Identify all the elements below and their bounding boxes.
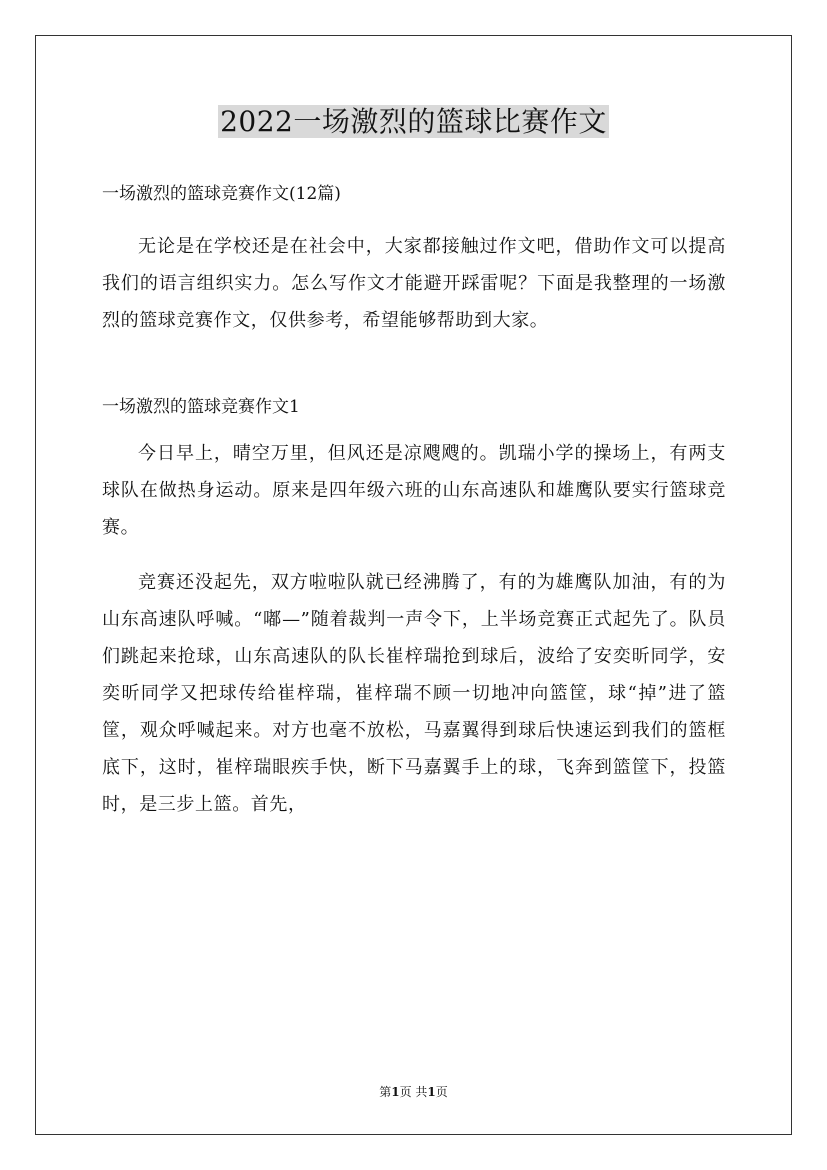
spacer [102,210,726,228]
page-prefix: 第 [379,1085,392,1099]
spacer [102,339,726,391]
page-suffix: 页 [435,1085,448,1099]
body-paragraph-2: 竞赛还没起先，双方啦啦队就已经沸腾了，有的为雄鹰队加油，有的为山东高速队呼喊。“嘟—”随着裁判一声令下，上半场竞赛正式起先了。队员们跳起来抢球，山东高速队的队长崔梓瑞抢到球后，波给了安奕昕同学，安奕昕同学又把球传给崔梓瑞，崔梓瑞不顾一切地冲向篮筐，球“掉”进了篮筐，观众呼喊起来。对方也毫不放松，马嘉翼得到球后快速运到我们的篮框底下，这时，崔梓瑞眼疾手快，断下马嘉翼手上的球，飞奔到篮筐下，投篮时，是三步上篮。首先， [102,572,726,815]
total-page-number: 1 [427,1085,436,1099]
document-subtitle: 一场激烈的篮球竞赛作文(12篇) [102,184,341,204]
page-mid: 页 共 [399,1085,428,1099]
document-title [0,102,827,142]
section-heading: 一场激烈的篮球竞赛作文1 [102,397,300,417]
body-paragraph-1: 今日早上，晴空万里，但风还是凉飕飕的。凯瑞小学的操场上，有两支球队在做热身运动。原来是四年级六班的山东高速队和雄鹰队要实行篮球竞赛。 [102,443,726,538]
spacer [102,546,726,564]
title-text: 2022一场激烈的篮球比赛作文 [220,105,607,138]
current-page-number: 1 [391,1085,400,1099]
document-body [102,178,726,823]
intro-paragraph: 无论是在学校还是在社会中，大家都接触过作文吧，借助作文可以提高我们的语言组织实力。怎么写作文才能避开踩雷呢？下面是我整理的一场激烈的篮球竞赛作文，仅供参考，希望能够帮助到大家。 [102,236,726,331]
page-footer [0,1084,827,1100]
spacer [102,423,726,435]
